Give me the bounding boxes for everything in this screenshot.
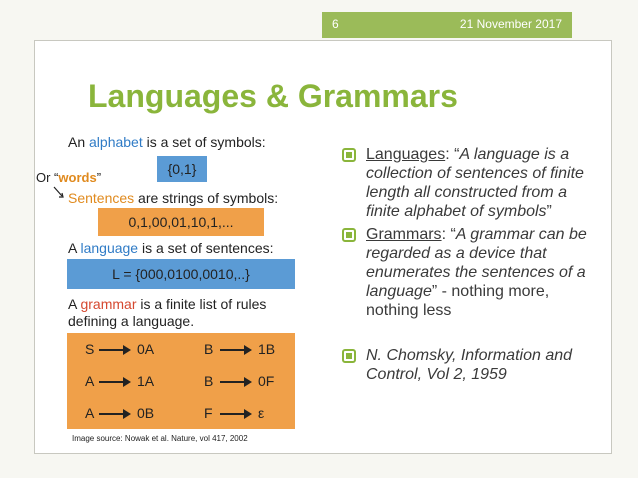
bullet-term: Grammars [366,226,442,243]
bullet-grammars: Grammars: “A grammar can be regarded as a device that enumerates the sentences of a language” - nothing more, nothing less [342,225,604,320]
citation-text: N. Chomsky, Information and Control, Vol 2, 1959 [366,347,573,383]
rule-lhs: B [204,373,214,389]
sentences-term: Sentences [68,190,135,206]
sentences-definition: Sentences are strings of symbols: [68,190,279,206]
alphabet-term: alphabet [89,134,143,150]
rule-arrow-icon [220,413,250,415]
language-definition: A language is a set of sentences: [68,240,274,256]
grammar-definition: A grammar is a finite list of rules [68,296,267,312]
rule-rhs: 1B [258,341,276,357]
rule-arrow-icon [220,381,250,383]
grammar-definition-cont: defining a language. [68,313,195,329]
rule-rhs: 0B [137,405,155,421]
slide-date: 21 November 2017 [459,17,562,31]
bullet-term: Languages [366,146,446,163]
bullet-icon [342,228,356,242]
rule-rhs: 0A [137,341,155,357]
rule-arrow-icon [99,413,129,415]
image-source-caption: Image source: Nowak et al. Nature, vol 417, 2002 [72,434,248,443]
rule-lhs: A [85,373,95,389]
words-note: Or “words” [36,170,102,185]
page-number: 6 [332,17,339,31]
sentences-box: 0,1,00,01,10,1,... [98,208,264,236]
bullet-citation [342,346,604,384]
bullet-icon [342,148,356,162]
grammar-term: grammar [80,296,137,312]
bullet-languages: Languages: “A language is a collection of sentences of finite length all constructed from a finite alphabet of symbols” [342,145,604,221]
alphabet-box: {0,1} [157,156,207,182]
rule-arrow-icon [99,349,129,351]
bullet-quote: A grammar can be regarded as a device that enumerates the sentences of a language [366,226,587,300]
rules-box [67,333,295,429]
rule-rhs: ε [258,405,265,421]
alphabet-definition: An alphabet is a set of symbols: [68,134,266,150]
rule-arrow-icon [220,349,250,351]
rule-lhs: A [85,405,95,421]
rule-lhs: S [85,341,95,357]
language-term: language [80,240,139,256]
language-box: L = {000,0100,0010,..} [67,259,295,289]
rule-rhs: 1A [137,373,155,389]
rule-arrow-icon [99,381,129,383]
slide-title: Languages & Grammars [88,78,458,114]
rule-lhs: F [204,405,213,421]
bullet-list [342,145,604,384]
arrow-icon [52,186,68,200]
bullet-quote: A language is a collection of sentences of finite length all constructed from a finite alphabet of symbols [366,146,584,220]
rule-lhs: B [204,341,214,357]
header-bar [322,12,572,38]
bullet-icon [342,349,356,363]
rule-rhs: 0F [258,373,275,389]
